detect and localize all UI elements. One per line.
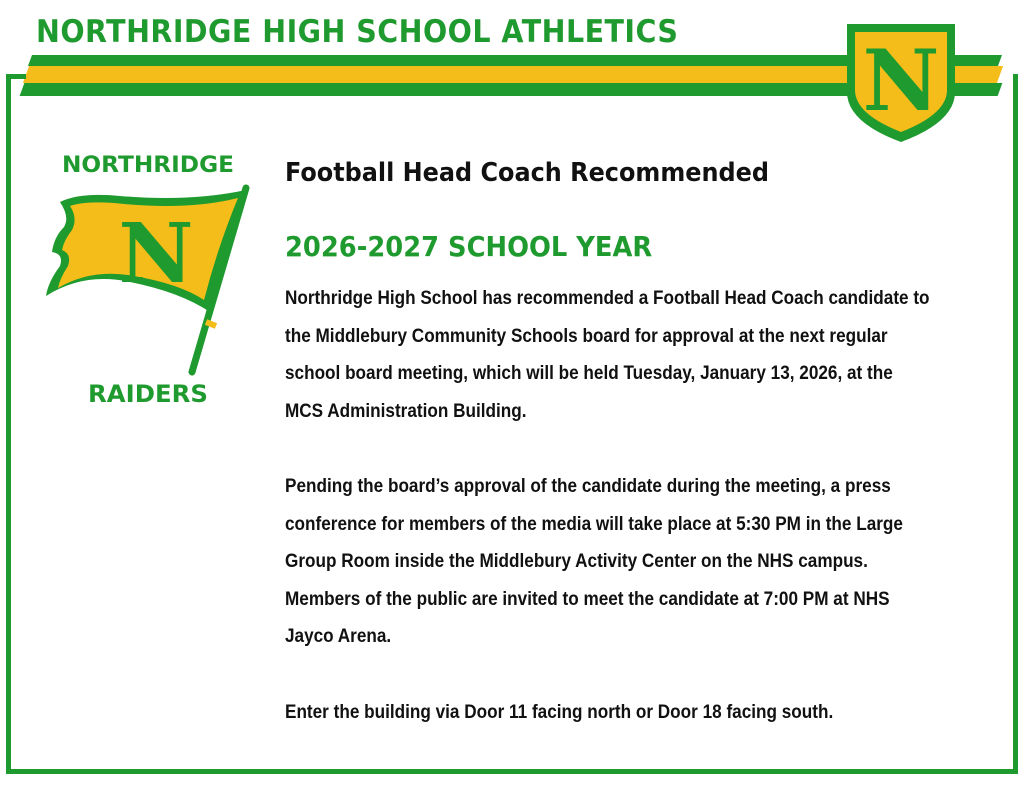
shield-letter: N [862, 31, 940, 130]
body-line: Group Room inside the Middlebury Activity Center on the NHS campus. [285, 550, 868, 573]
body-line: Jayco Arena. [285, 625, 392, 648]
logo-flag-letter: N [118, 206, 194, 302]
body-line: the Middlebury Community Schools board for approval at the next regular [285, 324, 888, 347]
body-line: conference for members of the media will take place at 5:30 PM in the Large [285, 512, 903, 535]
body-line: MCS Administration Building. [285, 399, 527, 422]
body-line: Members of the public are invited to meet the candidate at 7:00 PM at NHS [285, 587, 890, 610]
shield-emblem [841, 14, 961, 148]
body-line: Northridge High School has recommended a Football Head Coach candidate to [285, 287, 930, 309]
body-line: Enter the building via Door 11 facing north or Door 18 facing south. [285, 700, 834, 723]
article-body [285, 280, 930, 731]
body-line: school board meeting, which will be held Tuesday, January 13, 2026, at the [285, 362, 893, 385]
paragraph-gap [285, 656, 919, 694]
body-line: Pending the board’s approval of the candidate during the meeting, a press [285, 474, 891, 497]
frame-corner [6, 74, 26, 79]
raiders-flag-logo [40, 142, 260, 412]
logo-top-text: NORTHRIDGE [62, 153, 234, 178]
article-headline: Football Head Coach Recommended [285, 158, 769, 188]
paragraph-gap [285, 430, 919, 468]
header-title: NORTHRIDGE HIGH SCHOOL ATHLETICS [36, 14, 679, 50]
article-subhead: 2026-2027 SCHOOL YEAR [285, 230, 653, 263]
logo-bottom-text: RAIDERS [88, 380, 208, 408]
